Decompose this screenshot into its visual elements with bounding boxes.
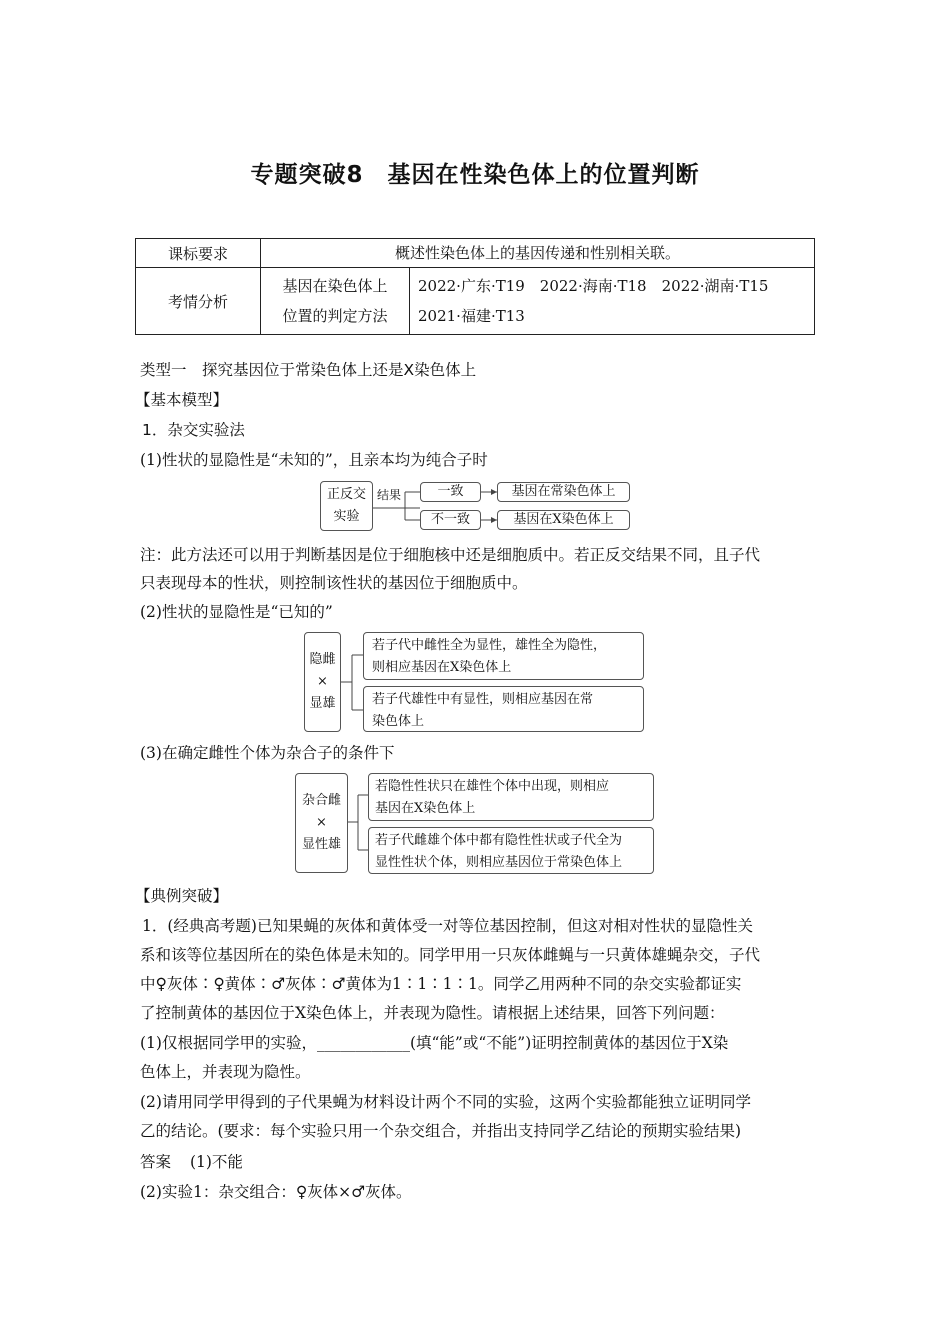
answer-text: (1)不能 (189, 1153, 243, 1171)
diagram-text: 若子代中雌性全为显性，雄性全为隐性， (372, 638, 607, 653)
exam-refs-line: 2021·福建·T13 (418, 307, 525, 325)
question-text: 乙的结论。(要求：每个实验只用一个杂交组合，并指出支持同学乙结论的预期实验结果) (140, 1122, 742, 1140)
table-cell-line: 基因在染色体上 (282, 277, 388, 295)
diagram-text: 隐雌 (309, 652, 336, 667)
outcome-box: 不一致 (420, 510, 481, 530)
table-cell-line: 位置的判定方法 (282, 307, 388, 325)
table-cell: 概述性染色体上的基因传递和性别相关联。 (261, 239, 815, 268)
diagram-text: 染色体上 (372, 714, 425, 729)
diagram-text: 显性雄 (301, 837, 341, 852)
case-heading: (2)性状的显隐性是“已知的” (140, 603, 333, 621)
diagram-text: 若子代雌雄个体中都有隐性性状或子代全为 (375, 833, 623, 848)
page-title: 专题突破8 基因在性染色体上的位置判断 (250, 162, 700, 188)
outcome-box: 一致 (420, 482, 481, 502)
conclusion-box (368, 773, 654, 821)
diagram-cross-box (295, 773, 348, 873)
diagram-text: 显雄 (309, 696, 336, 711)
diagram-text: 正反交 (326, 487, 366, 502)
answer-line (140, 1150, 243, 1174)
question-text: 中♀灰体∶♀黄体∶♂灰体∶♂黄体为1∶1∶1∶1。同学乙用两种不同的杂交实验都证实 (140, 975, 742, 993)
conclusion-box: 基因在常染色体上 (497, 482, 630, 502)
question-text: 色体上，并表现为隐性。 (140, 1063, 311, 1081)
method-heading: 1．杂交实验法 (142, 421, 245, 439)
answer-label: 答案 (140, 1153, 172, 1171)
diagram-text: 若隐性性状只在雄性个体中出现，则相应 (375, 779, 610, 794)
question-text: 1．(经典高考题)已知果蝇的灰体和黄体受一对等位基因控制，但这对相对性状的显隐性关 (142, 917, 753, 935)
diagram-text: × (317, 674, 328, 689)
conclusion-box: 基因在X染色体上 (497, 510, 630, 530)
note-text: 只表现母本的性状，则控制该性状的基因位于细胞质中。 (140, 574, 528, 592)
question-text: (1)仅根据同学甲的实验，____________(填“能”或“不能”)证明控制黄体的基因位于X染 (140, 1034, 729, 1052)
table-header-cell: 课标要求 (136, 239, 261, 268)
note-text: 注：此方法还可以用于判断基因是位于细胞核中还是细胞质中。若正反交结果不同，且子代 (140, 546, 761, 564)
diagram-text: 基因在X染色体上 (375, 801, 476, 816)
case-heading: (3)在确定雌性个体为杂合子的条件下 (140, 744, 395, 762)
diagram-text: 实验 (333, 509, 360, 524)
diagram-text: 则相应基因在X染色体上 (372, 660, 512, 675)
diagram-text: 若子代雄性中有显性，则相应基因在常 (372, 692, 594, 707)
diagram-text: 杂合雌 (301, 793, 341, 808)
question-text: 系和该等位基因所在的染色体是未知的。同学甲用一只灰体雌蝇与一只黄体雄蝇杂交，子代 (140, 946, 761, 964)
result-label: 结果 (377, 488, 402, 502)
section-heading: 类型一 探究基因位于常染色体上还是X染色体上 (140, 361, 477, 379)
conclusion-box (368, 827, 654, 874)
table-header-cell: 考情分析 (136, 268, 261, 335)
question-text: 了控制黄体的基因位于X染色体上，并表现为隐性。请根据上述结果，回答下列问题： (140, 1004, 725, 1022)
answer-text: (2)实验1：杂交组合：♀灰体×♂灰体。 (140, 1183, 412, 1201)
subsection-heading: 【基本模型】 (135, 391, 229, 409)
exam-refs-line: 2022·广东·T19 2022·海南·T18 2022·湖南·T15 (418, 277, 769, 295)
subsection-heading: 【典例突破】 (135, 887, 229, 905)
diagram-text: 显性性状个体，则相应基因位于常染色体上 (375, 855, 623, 870)
case-heading: (1)性状的显隐性是“未知的”，且亲本均为纯合子时 (140, 451, 488, 469)
question-text: (2)请用同学甲得到的子代果蝇为材料设计两个不同的实验，这两个实验都能独立证明同学 (140, 1093, 751, 1111)
diagram-text: × (316, 815, 327, 830)
